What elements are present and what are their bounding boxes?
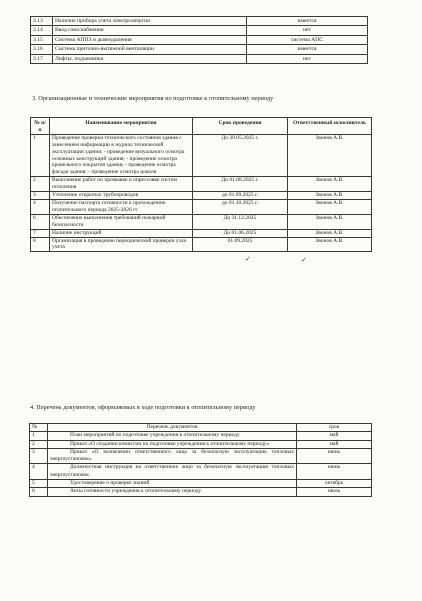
header-num: № п/п xyxy=(31,118,50,135)
row-name: Плaн мероприятий по подготовке учреждения к отопительному периоду xyxy=(48,432,297,440)
row-name: Должностная инструкция на ответственное лицо за безопасную эксплуатацию тепловых энергоустановок xyxy=(48,464,297,480)
row-name: Организация в проведение периодической проверки узла учета xyxy=(50,237,193,252)
table-header-row xyxy=(30,424,372,432)
row-date: май xyxy=(297,432,372,440)
row-date: до 01.10.2025 г. xyxy=(193,199,288,214)
documents-table xyxy=(29,423,372,497)
table-header-row xyxy=(31,118,372,135)
row-number: 3.14 xyxy=(31,26,53,35)
row-number: 1 xyxy=(30,432,48,440)
row-person: Звонов А.В. xyxy=(288,229,372,237)
row-person: Звонов А.В. xyxy=(288,199,372,214)
row-date: июнь xyxy=(297,464,372,480)
row-date: До 30.05.2025 г. xyxy=(193,134,288,176)
row-number: 3.13 xyxy=(31,17,53,26)
row-number: 7 xyxy=(31,229,50,237)
equipment-table xyxy=(30,16,368,64)
row-number: 6 xyxy=(30,488,48,496)
checkmark-icon: ✓ xyxy=(301,256,307,264)
table-row xyxy=(31,192,372,200)
table-row xyxy=(30,440,372,448)
table-row xyxy=(31,229,372,237)
table-row xyxy=(30,464,372,480)
table-row xyxy=(30,448,372,464)
header-person: Ответственный исполнитель xyxy=(288,118,372,135)
row-person: Звонов А.В. xyxy=(288,237,372,252)
row-name: Ввод газоснабжения xyxy=(53,26,247,35)
row-name: Приказ «О создании комиссии по подготовке учреждения к отопительному периоду» xyxy=(48,440,297,448)
section-4-heading: 4. Перечень документов, оформляемых в ходе подготовки к отопительному периоду xyxy=(30,404,256,411)
row-number: 2 xyxy=(30,440,48,448)
row-name: Акты готовности учреждения к отопительному периоду xyxy=(48,488,297,496)
row-value: имеется xyxy=(247,17,368,26)
row-number: 3.16 xyxy=(31,45,53,54)
row-person: Звонов А.В. xyxy=(288,177,372,192)
table-row xyxy=(31,237,372,252)
section-3-heading: 3. Организационные и технические мероприятия по подготовке к отопительному периоду xyxy=(32,95,274,102)
measures-table xyxy=(30,117,372,252)
table-row xyxy=(31,134,372,176)
row-number: 4 xyxy=(30,464,48,480)
row-person: Звонов А.В. xyxy=(288,134,372,176)
table-row xyxy=(31,17,368,26)
row-name: Наличие прибора учета электроэнергии xyxy=(53,17,247,26)
row-number: 6 xyxy=(31,214,50,229)
row-number: 4 xyxy=(31,199,50,214)
table-row xyxy=(31,26,368,35)
row-number: 2 xyxy=(31,177,50,192)
row-name: Получение паспорта готовности к прохождению отопительного периода 2025-2026 гг. xyxy=(50,199,193,214)
row-date: До 01.06.2025 xyxy=(193,229,288,237)
header-date: срок xyxy=(297,424,372,432)
row-name: Система приточно-вытяжной вентиляции xyxy=(53,45,247,54)
row-date: 01.09.2025 xyxy=(193,237,288,252)
row-number: 3.17 xyxy=(31,54,53,63)
header-name: Наименование мероприятия xyxy=(50,118,193,135)
row-date: До 31.12.2025 xyxy=(193,214,288,229)
table-row xyxy=(31,177,372,192)
row-name: Обеспечение выполнения требований пожарной безопасности xyxy=(50,214,193,229)
table-row xyxy=(31,45,368,54)
row-date: октябрь xyxy=(297,480,372,488)
row-date: май xyxy=(297,440,372,448)
table-row xyxy=(30,432,372,440)
row-name: Удостоверение о проверке знаний xyxy=(48,480,297,488)
row-value: система АПС xyxy=(247,35,368,44)
table-row xyxy=(30,488,372,496)
checkmark-icon: ✓ xyxy=(245,255,251,263)
row-name: Лифты, подъемники xyxy=(53,54,247,63)
table-row xyxy=(30,480,372,488)
row-number: 1 xyxy=(31,134,50,176)
row-number: 5 xyxy=(30,480,48,488)
row-name: Выполнение работ по промывке и опрессовке систем отопления xyxy=(50,177,193,192)
row-date: до 01.09.2025 г. xyxy=(193,192,288,200)
row-person: Звонов А.В. xyxy=(288,214,372,229)
row-date: До 01.08.2025 г. xyxy=(193,177,288,192)
header-date: Срок проведения xyxy=(193,118,288,135)
row-person: Звонов А.В. xyxy=(288,192,372,200)
table-row xyxy=(31,54,368,63)
row-number: 3 xyxy=(30,448,48,464)
row-value: нет xyxy=(247,26,368,35)
table-row xyxy=(31,214,372,229)
row-name: Приказ «О назначении ответственного лица за безопасную эксплуатацию тепловых энергоустановок» xyxy=(48,448,297,464)
row-value: имеется xyxy=(247,45,368,54)
row-value: нет xyxy=(247,54,368,63)
row-number: 3.15 xyxy=(31,35,53,44)
row-number: 8 xyxy=(31,237,50,252)
row-name: Проведение проверки технического состояния здания с занесением информации в журнал технической эксплуатации здания: - проведение визуального осмотра основных конструкций здания; - проведение осмотра кровельного покрытия здания; - проведение осмотра фасада здания; - проведение осмотра цоколя xyxy=(50,134,193,176)
row-name: Система АППЗ и дымоудаления xyxy=(53,35,247,44)
row-date: июль xyxy=(297,488,372,496)
row-number: 3 xyxy=(31,192,50,200)
header-num: № xyxy=(30,424,48,432)
header-name: Перечень документов xyxy=(48,424,297,432)
table-row xyxy=(31,35,368,44)
row-date: июнь xyxy=(297,448,372,464)
table-row xyxy=(31,199,372,214)
row-name: Наличие инструкций xyxy=(50,229,193,237)
row-name: Утепление открытых трубопроводов xyxy=(50,192,193,200)
